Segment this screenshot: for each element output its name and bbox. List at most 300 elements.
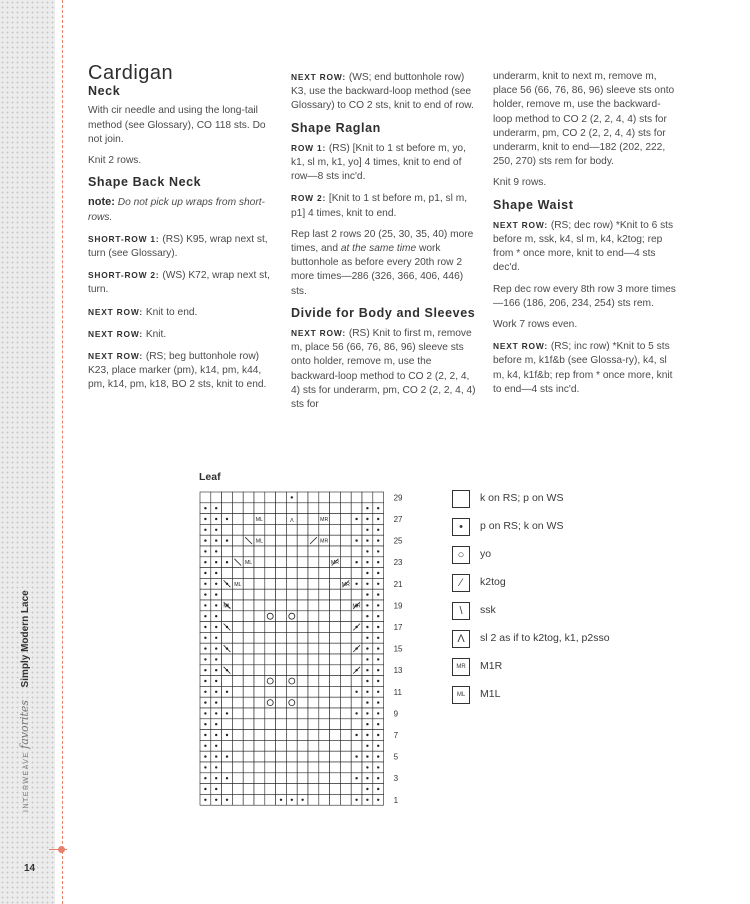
chart-cell: [232, 503, 243, 514]
chart-cell: [232, 773, 243, 784]
chart-cell: [330, 546, 341, 557]
purl-symbol: [366, 572, 368, 574]
neck-paragraph: With cir needle and using the long-tail method (see Glossary), CO 118 sts. Do not join.: [88, 105, 266, 145]
side-caption: [18, 590, 31, 812]
chart-cell: [276, 568, 287, 579]
chart-cell: [330, 740, 341, 751]
margin-marker: [58, 846, 65, 853]
chart-cell: [276, 557, 287, 568]
chart-cell: [319, 600, 330, 611]
chart-cell: [340, 676, 351, 687]
chart-cell: [254, 665, 265, 676]
chart-cell: [340, 643, 351, 654]
chart-cell: [232, 568, 243, 579]
chart-cell: [297, 654, 308, 665]
chart-cell: [276, 665, 287, 676]
purl-symbol: [377, 615, 379, 617]
chart-cell: [330, 514, 341, 525]
pattern-title: Cardigan: [88, 62, 174, 84]
chart-cell: [308, 492, 319, 503]
purl-symbol: [355, 755, 357, 757]
chart-cell: [276, 546, 287, 557]
raglan-row-1: [291, 141, 478, 185]
repeat-text-italic: at the same time: [340, 243, 417, 255]
chart-cell: [351, 503, 362, 514]
purl-symbol: [377, 788, 379, 790]
chart-cell: [222, 784, 233, 795]
chart-cell: [265, 708, 276, 719]
chart-cell: [276, 600, 287, 611]
chart-row-number: 27: [393, 515, 403, 524]
purl-symbol: [204, 561, 206, 563]
chart-cell: [222, 632, 233, 643]
legend-label: p on RS; k on WS: [480, 520, 564, 532]
m1r-symbol: MR: [320, 538, 329, 545]
chart-cell: [340, 719, 351, 730]
chart-cell: [265, 578, 276, 589]
purl-symbol: [366, 723, 368, 725]
note: [88, 195, 274, 224]
rep-dec-paragraph: Rep dec row every 8th row 3 more times—166 (186, 206, 234, 254) sts rem.: [493, 283, 676, 309]
chart-cell: [330, 665, 341, 676]
chart-cell: [340, 514, 351, 525]
chart-cell: [340, 611, 351, 622]
instruction-text: Knit to end.: [145, 306, 198, 318]
chart-row-number: 11: [393, 687, 402, 697]
chart-cell: [254, 557, 265, 568]
chart-cell: [351, 632, 362, 643]
chart-cell: [276, 643, 287, 654]
chart-cell: [254, 492, 265, 503]
purl-symbol: [355, 734, 357, 736]
chart-cell: [276, 740, 287, 751]
chart-cell: [297, 740, 308, 751]
chart-row-number: 25: [393, 536, 403, 546]
chart-cell: [286, 611, 297, 622]
chart-cell: [308, 503, 319, 514]
chart-cell: [340, 600, 351, 611]
chart-cell: [319, 557, 330, 568]
purl-symbol: [366, 529, 368, 531]
legend-label: sl 2 as if to k2tog, k1, p2sso: [480, 632, 610, 644]
chart-cell: [330, 492, 341, 503]
legend-label: ssk: [480, 604, 496, 616]
purl-symbol: [215, 626, 217, 628]
chart-cell: [340, 535, 351, 546]
chart-cell: [286, 676, 297, 687]
chart-cell: [222, 568, 233, 579]
chart-cell: [308, 546, 319, 557]
chart-cell: [265, 524, 276, 535]
chart-cell: [243, 751, 254, 762]
neck-paragraph-2: Knit 2 rows.: [88, 155, 142, 167]
chart-cell: [340, 762, 351, 773]
purl-symbol: [366, 539, 368, 541]
chart-cell: [232, 600, 243, 611]
chart-cell: [308, 568, 319, 579]
purl-symbol: [215, 723, 217, 725]
chart-cell: [308, 557, 319, 568]
m1r-symbol: MR: [330, 560, 340, 567]
text-column-3: [493, 70, 679, 404]
purl-symbol: [366, 615, 368, 617]
chart-cell: [340, 697, 351, 708]
purl-symbol: [377, 723, 379, 725]
purl-symbol: [377, 572, 379, 574]
purl-symbol: [204, 680, 206, 682]
legend-symbol: ⁄: [452, 574, 470, 592]
chart-cell: [351, 611, 362, 622]
chart-cell: [243, 708, 254, 719]
purl-symbol: [215, 745, 217, 747]
purl-symbol: [215, 507, 217, 509]
chart-cell: [286, 751, 297, 762]
chart-cell: [265, 600, 276, 611]
chart-cell: [330, 578, 341, 589]
short-row-1: [88, 232, 274, 261]
purl-symbol: [377, 583, 379, 585]
chart-cell: [286, 600, 297, 611]
purl-symbol: [204, 723, 206, 725]
chart-cell: [308, 686, 319, 697]
chart-cell: [319, 686, 330, 697]
instruction-text: (RS) K95, wrap next st, turn (see Glossary).: [88, 233, 268, 260]
chart-cell: [340, 546, 351, 557]
purl-symbol: [355, 777, 357, 779]
chart-cell: [297, 568, 308, 579]
chart-cell: [330, 708, 341, 719]
chart-cell: [232, 514, 243, 525]
chart-cell: [297, 589, 308, 600]
purl-symbol: [377, 561, 379, 563]
chart-cell: [351, 784, 362, 795]
chart-row-number: 29: [393, 493, 403, 503]
chart-cell: [340, 557, 351, 568]
purl-symbol: [355, 712, 357, 714]
legend-symbol: ○: [452, 546, 470, 564]
purl-symbol: [204, 539, 206, 541]
purl-symbol: [204, 604, 206, 606]
repeat-text-a: Rep last 2 rows 20 (25, 30, 35, 40) more times, and: [291, 228, 474, 255]
next-row-1: [88, 305, 274, 320]
chart-cell: [286, 654, 297, 665]
chart-cell: [340, 794, 351, 805]
inc-row: [493, 339, 679, 397]
knit-rows-paragraph: Knit 9 rows.: [493, 177, 547, 189]
chart-cell: [276, 622, 287, 633]
chart-cell: [200, 492, 211, 503]
purl-symbol: [355, 691, 357, 693]
purl-symbol: [377, 529, 379, 531]
chart-cell: [232, 794, 243, 805]
chart-cell: [297, 643, 308, 654]
chart-cell: [286, 622, 297, 633]
chart-cell: [351, 654, 362, 665]
chart-cell: [330, 622, 341, 633]
chart-cell: [373, 492, 384, 503]
chart-cell: [243, 794, 254, 805]
purl-symbol: [204, 647, 206, 649]
repeat-paragraph: [291, 228, 478, 299]
purl-symbol: [215, 593, 217, 595]
chart-row-number: 3: [393, 774, 399, 784]
chart-cell: [232, 686, 243, 697]
purl-symbol: [377, 593, 379, 595]
purl-symbol: [366, 518, 368, 520]
purl-symbol: [226, 755, 228, 757]
purl-symbol: [377, 680, 379, 682]
chart-cell: [222, 697, 233, 708]
chart-cell: [254, 719, 265, 730]
chart-row-number: 1: [393, 795, 399, 805]
raglan-row-2: [291, 191, 478, 220]
chart-cell: [254, 740, 265, 751]
chart-cell: [340, 654, 351, 665]
purl-symbol: [204, 712, 206, 714]
chart-cell: [243, 503, 254, 514]
purl-symbol: [377, 669, 379, 671]
chart-cell: [330, 762, 341, 773]
legend-label: k2tog: [480, 576, 506, 588]
m1l-symbol: ML: [234, 581, 242, 588]
chart-cell: [265, 503, 276, 514]
chart-cell: [286, 546, 297, 557]
m1l-symbol: ML: [255, 538, 264, 545]
chart-cell: [243, 740, 254, 751]
chart-cell: [340, 751, 351, 762]
chart-cell: [319, 503, 330, 514]
chart-cell: [232, 708, 243, 719]
chart-cell: [286, 535, 297, 546]
chart-cell: [308, 665, 319, 676]
chart-cell: [308, 600, 319, 611]
chart-cell: [297, 492, 308, 503]
chart-cell: [308, 514, 319, 525]
purl-symbol: [226, 691, 228, 693]
chart-cell: [243, 719, 254, 730]
purl-symbol: [215, 637, 217, 639]
purl-symbol: [291, 799, 293, 801]
purl-symbol: [204, 637, 206, 639]
chart-cell: [276, 730, 287, 741]
chart-cell: [330, 643, 341, 654]
chart-cell: [286, 773, 297, 784]
chart-cell: [308, 794, 319, 805]
chart-cell: [308, 676, 319, 687]
purl-symbol: [215, 734, 217, 736]
purl-symbol: [301, 799, 303, 801]
purl-symbol: [226, 734, 228, 736]
purl-symbol: [366, 734, 368, 736]
chart-cell: [340, 568, 351, 579]
chart-cell: [297, 632, 308, 643]
chart-cell: [265, 730, 276, 741]
chart-cell: [319, 589, 330, 600]
chart-cell: [243, 568, 254, 579]
purl-symbol: [215, 550, 217, 552]
chart-cell: [319, 568, 330, 579]
chart-cell: [243, 665, 254, 676]
chart-cell: [222, 740, 233, 751]
chart-cell: [265, 654, 276, 665]
chart-cell: [276, 686, 287, 697]
chart-cell: [340, 665, 351, 676]
chart-cell: [232, 676, 243, 687]
purl-symbol: [215, 583, 217, 585]
next-row-ws: [291, 70, 478, 114]
purl-symbol: [366, 550, 368, 552]
chart-cell: [265, 632, 276, 643]
purl-symbol: [377, 701, 379, 703]
chart-cell: [254, 503, 265, 514]
chart-cell: [308, 654, 319, 665]
chart-cell: [319, 762, 330, 773]
purl-symbol: [366, 691, 368, 693]
chart-cell: [340, 784, 351, 795]
chart-cell: [362, 492, 373, 503]
chart-cell: [297, 686, 308, 697]
purl-symbol: [215, 712, 217, 714]
legend-label: M1L: [480, 688, 501, 700]
chart-cell: [330, 524, 341, 535]
purl-symbol: [377, 745, 379, 747]
purl-symbol: [366, 712, 368, 714]
purl-symbol: [204, 626, 206, 628]
chart-cell: [340, 622, 351, 633]
purl-symbol: [377, 647, 379, 649]
chart-cell: [330, 773, 341, 784]
instruction-label: NEXT ROW:: [88, 351, 143, 362]
chart-cell: [297, 697, 308, 708]
chart-cell: [232, 535, 243, 546]
chart-cell: [286, 632, 297, 643]
purl-symbol: [215, 518, 217, 520]
chart-cell: [319, 676, 330, 687]
chart-cell: [232, 546, 243, 557]
chart-cell: [265, 643, 276, 654]
chart-row-number: 13: [393, 666, 403, 676]
chart-cell: [222, 589, 233, 600]
chart-cell: [319, 740, 330, 751]
chart-cell: [351, 740, 362, 751]
chart-cell: [319, 578, 330, 589]
chart-cell: [340, 773, 351, 784]
purl-symbol: [215, 561, 217, 563]
chart-cell: [243, 514, 254, 525]
chart-cell: [340, 632, 351, 643]
chart-cell: [297, 611, 308, 622]
chart-cell: [330, 719, 341, 730]
chart-cell: [276, 719, 287, 730]
instruction-text: (WS) K72, wrap next st, turn.: [88, 270, 270, 296]
purl-symbol: [215, 539, 217, 541]
chart-cell: [276, 751, 287, 762]
chart-cell: [319, 643, 330, 654]
chart-row-number: 23: [393, 558, 403, 568]
divide-heading: Divide for Body and Sleeves: [291, 305, 476, 320]
chart-cell: [232, 622, 243, 633]
chart-cell: [286, 665, 297, 676]
chart-cell: [254, 589, 265, 600]
m1r-symbol: MR: [341, 581, 350, 588]
chart-cell: [319, 546, 330, 557]
purl-symbol: [377, 799, 379, 801]
chart-cell: [222, 654, 233, 665]
chart-cell: [232, 730, 243, 741]
chart-cell: [222, 524, 233, 535]
chart-cell: [222, 611, 233, 622]
purl-symbol: [366, 507, 368, 509]
chart-cell: [222, 492, 233, 503]
chart-cell: [232, 665, 243, 676]
divide-next-row: [291, 326, 478, 412]
chart-cell: [254, 578, 265, 589]
purl-symbol: [226, 799, 228, 801]
chart-cell: [222, 546, 233, 557]
chart-cell: [265, 622, 276, 633]
chart-cell: [232, 611, 243, 622]
purl-symbol: [215, 647, 217, 649]
chart-cell: [243, 524, 254, 535]
chart-cell: [319, 773, 330, 784]
chart-cell: [243, 730, 254, 741]
purl-symbol: [377, 734, 379, 736]
chart-cell: [319, 622, 330, 633]
chart-cell: [286, 568, 297, 579]
purl-symbol: [366, 658, 368, 660]
chart-cell: [222, 503, 233, 514]
page-number: 14: [24, 863, 36, 874]
purl-symbol: [226, 561, 228, 563]
instruction-text: (WS; end buttonhole row) K3, use the backward-loop method (see Glossary) to CO 2 sts, knit to end of row.: [291, 72, 474, 112]
legend-symbol: \: [452, 602, 470, 620]
chart-cell: [286, 643, 297, 654]
purl-symbol: [215, 701, 217, 703]
purl-symbol: [215, 529, 217, 531]
purl-symbol: [377, 712, 379, 714]
chart-cell: [286, 740, 297, 751]
purl-symbol: [204, 593, 206, 595]
purl-symbol: [366, 755, 368, 757]
chart-cell: [254, 654, 265, 665]
purl-symbol: [204, 788, 206, 790]
chart-cell: [308, 773, 319, 784]
chart-cell: [319, 697, 330, 708]
instruction-label: NEXT ROW:: [291, 72, 346, 82]
m1l-symbol: ML: [255, 517, 264, 523]
purl-symbol: [366, 777, 368, 779]
chart-cell: [265, 535, 276, 546]
chart-cell: [286, 524, 297, 535]
chart-cell: [286, 762, 297, 773]
instruction-text: (RS; beg buttonhole row) K23, place marker (pm), k14, pm, k44, pm, k14, pm, k18, BO 2 sts, knit to end.: [88, 351, 267, 391]
legend-symbol: ML: [452, 686, 470, 704]
chart-cell: [254, 762, 265, 773]
chart-cell: [319, 784, 330, 795]
waist-heading: Shape Waist: [493, 197, 574, 212]
chart-cell: [265, 514, 276, 525]
chart-cell: [340, 492, 351, 503]
chart-cell: [243, 762, 254, 773]
chart-cell: [265, 762, 276, 773]
chart-cell: [232, 697, 243, 708]
purl-symbol: [377, 777, 379, 779]
chart-cell: [265, 686, 276, 697]
chart-cell: [243, 622, 254, 633]
chart-cell: [254, 708, 265, 719]
purl-symbol: [377, 691, 379, 693]
instruction-label: NEXT ROW:: [493, 341, 548, 352]
